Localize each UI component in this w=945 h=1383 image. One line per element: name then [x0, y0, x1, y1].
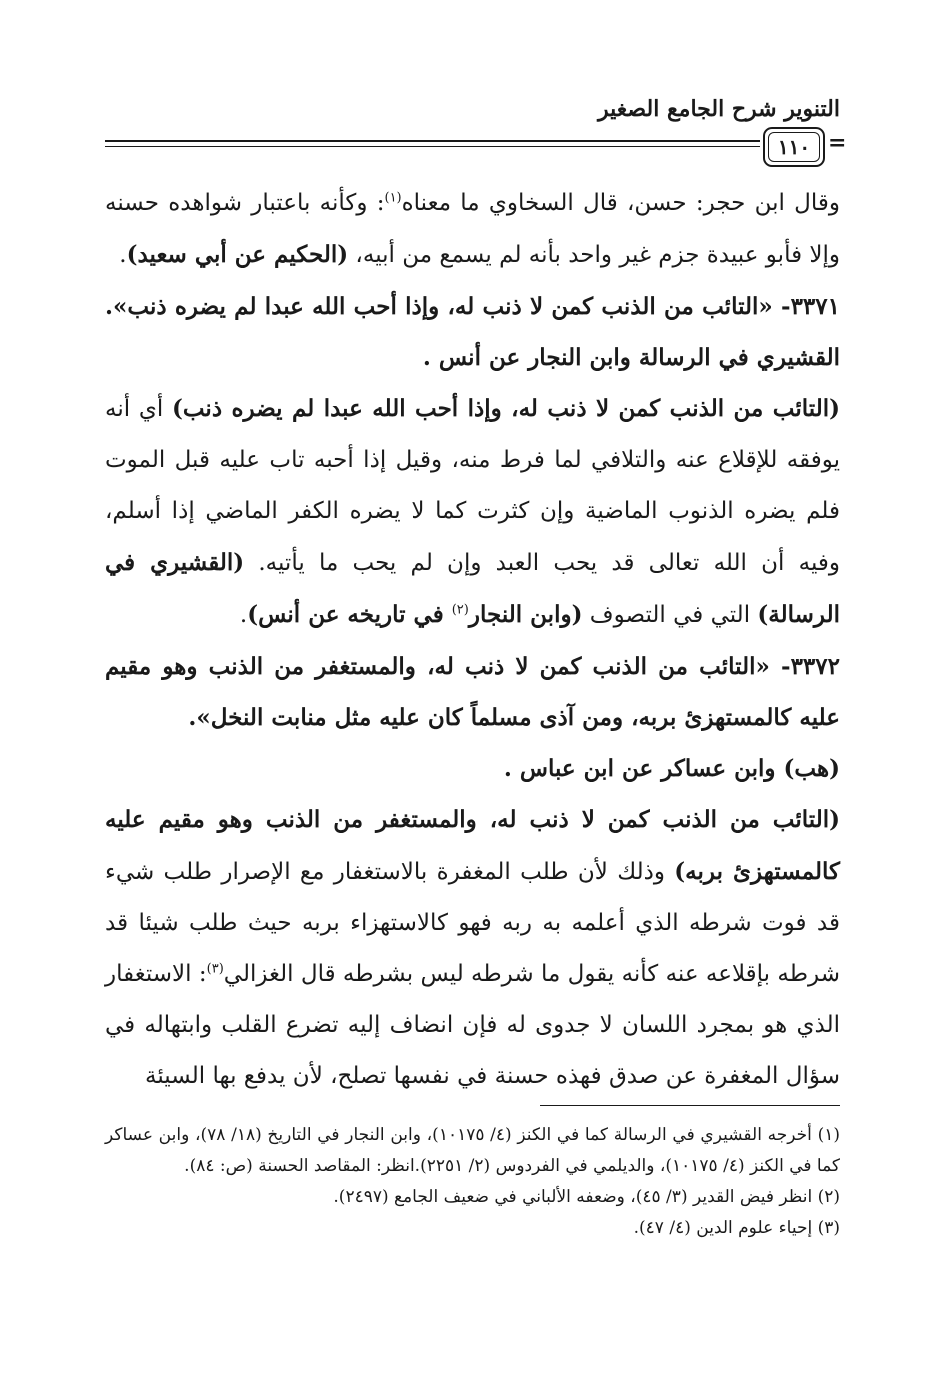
header-rule-thin: [105, 146, 760, 147]
header-rule-thick: [105, 140, 760, 142]
page-number-mark: =: [828, 130, 847, 156]
footnote-ref-3: (٣): [206, 961, 224, 977]
footnote-ref-2: (٢): [451, 602, 469, 618]
page-number: ١١٠: [777, 135, 811, 159]
footnote-2: (٢) انظر فيض القدير (٣/ ٤٥)، وضعفه الألباني في ضعيف الجامع (٢٤٩٧).: [333, 1187, 840, 1207]
footnote-3: (٣) إحياء علوم الدين (٤/ ٤٧).: [633, 1218, 840, 1238]
footnotes: [105, 1120, 840, 1244]
hadith-3371: ٣٣٧١- «التائب من الذنب كمن لا ذنب له، وإذا أحب الله عبدا لم يضره ذنب». القشيري في الرسالة وابن النجار عن أنس .: [105, 293, 840, 371]
main-text: [105, 178, 840, 1102]
paragraph-commentary-intro: وقال ابن حجر: حسن، قال السخاوي ما معناه$^{(١)}$: وكأنه باعتبار شواهده حسنه وإلا فأبو عبيدة جزم غير واحد بأنه لم يسمع من أبيه، (الحكيم عن أبي سعيد).: [105, 190, 840, 268]
paragraph-commentary-3372: (التائب من الذنب كمن لا ذنب له، والمستغفر من الذنب وهو مقيم عليه كالمستهزئ بربه) وذلك لأن طلب المغفرة بالاستغفار مع الإصرار طلب شيء قد فوت شرطه الذي أعلمه به ربه فهو كالاستهزاء بربه حيث طلب شيئا قد شرطه بإقلاعه عنه كأنه يقول ما شرطه ليس بشرطه قال الغزالي$^{(٣)}$: الاستغفار الذي هو بمجرد اللسان لا جدوى له فإن انضاف إليه تضرع القلب وابتهاله في سؤال المغفرة عن صدق فهذه حسنة في نفسها تصلح، لأن يدفع بها السيئة: [105, 806, 840, 1089]
running-header-title: التنوير شرح الجامع الصغير: [598, 96, 840, 122]
footnote-ref-1: (١): [384, 190, 402, 206]
footnote-1: (١) أخرجه القشيري في الرسالة كما في الكنز (٤/ ١٠١٧٥)، وابن النجار في التاريخ (١٨/ ٧٨)، وابن عساكر كما في الكنز (٤/ ١٠١٧٥)، والديلمي في الفردوس (٢/ ٢٢٥١).انظر: المقاصد الحسنة (ص: ٨٤).: [105, 1125, 840, 1176]
paragraph-commentary-3371: (التائب من الذنب كمن لا ذنب له، وإذا أحب الله عبدا لم يضره ذنب) أي أنه يوفقه للإقلاع عنه والتلافي لما فرط منه، وقيل إذا أحبه تاب عليه قبل الموت فلم يضره الذنوب الماضية وإن كثرت كما لا يضره الكفر الماضي إذا أسلم، وفيه أن الله تعالى قد يحب العبد وإن لم يحب ما يأتيه. (القشيري في الرسالة) التي في التصوف (وابن النجار$^{(٢)}$ في تاريخه عن أنس).: [105, 395, 840, 628]
page-number-box: [763, 127, 825, 167]
footnote-separator: [540, 1105, 840, 1106]
hadith-3372: ٣٣٧٢- «التائب من الذنب كمن لا ذنب له، والمستغفر من الذنب وهو مقيم عليه كالمستهزئ بربه، ومن آذى مسلماً كان عليه مثل منابت النخل». (هب) وابن عساكر عن ابن عباس .: [105, 653, 840, 782]
